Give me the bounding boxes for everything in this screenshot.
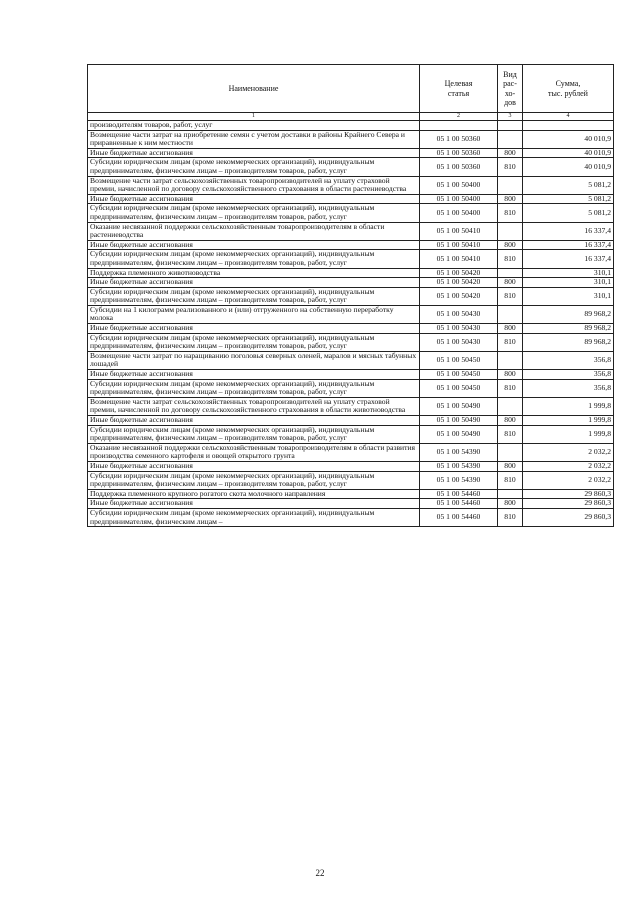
row-target: 05 1 00 50450	[420, 351, 498, 369]
row-sum: 356,8	[523, 370, 614, 380]
row-name: Субсидии юридическим лицам (кроме некоммерческих организаций), индивидуальным предпринимателям, физическим лицам – производителям товаров, работ, услуг	[88, 204, 420, 222]
row-sum: 2 032,2	[523, 461, 614, 471]
row-name: Иные бюджетные ассигнования	[88, 278, 420, 288]
row-sum: 356,8	[523, 379, 614, 397]
row-name: Оказание несвязанной поддержки сельскохозяйственным товаропроизводителям в области развития производства семенного картофеля и овощей открытого грунта	[88, 443, 420, 461]
row-type: 800	[498, 416, 523, 426]
row-sum: 29 860,3	[523, 489, 614, 499]
row-type: 800	[498, 370, 523, 380]
row-target: 05 1 00 50360	[420, 148, 498, 158]
table-row	[88, 471, 614, 489]
row-target	[420, 121, 498, 131]
row-target: 05 1 00 50430	[420, 324, 498, 334]
row-name: Поддержка племенного животноводства	[88, 268, 420, 278]
row-target: 05 1 00 50420	[420, 268, 498, 278]
table-row	[88, 370, 614, 380]
table-row	[88, 305, 614, 323]
table-body	[88, 121, 614, 527]
row-name: Иные бюджетные ассигнования	[88, 324, 420, 334]
row-type	[498, 305, 523, 323]
row-name: Иные бюджетные ассигнования	[88, 416, 420, 426]
table-row	[88, 240, 614, 250]
row-name: производителям товаров, работ, услуг	[88, 121, 420, 131]
table-row	[88, 425, 614, 443]
row-target: 05 1 00 50410	[420, 222, 498, 240]
header-type: Вид рас- хо- дов	[498, 65, 523, 113]
row-type: 800	[498, 499, 523, 509]
row-sum: 5 081,2	[523, 176, 614, 194]
column-number-row	[88, 113, 614, 121]
row-type: 810	[498, 333, 523, 351]
row-target: 05 1 00 50410	[420, 240, 498, 250]
row-sum	[523, 121, 614, 131]
table-row	[88, 397, 614, 415]
row-target: 05 1 00 50420	[420, 278, 498, 288]
row-sum: 89 968,2	[523, 333, 614, 351]
table-row	[88, 121, 614, 131]
row-type	[498, 176, 523, 194]
row-type	[498, 351, 523, 369]
row-target: 05 1 00 50400	[420, 176, 498, 194]
row-name: Возмещение части затрат на приобретение семян с учетом доставки в районы Крайнего Севера и приравненные к ним местности	[88, 130, 420, 148]
row-name: Иные бюджетные ассигнования	[88, 370, 420, 380]
row-sum: 16 337,4	[523, 240, 614, 250]
row-target: 05 1 00 50450	[420, 370, 498, 380]
row-target: 05 1 00 54460	[420, 508, 498, 526]
row-sum: 2 032,2	[523, 443, 614, 461]
row-target: 05 1 00 54390	[420, 471, 498, 489]
row-type: 810	[498, 204, 523, 222]
header-sum: Сумма, тыс. рублей	[523, 65, 614, 113]
row-name: Субсидии на 1 килограмм реализованного и (или) отгруженного на собственную переработку молока	[88, 305, 420, 323]
header-name: Наименование	[88, 65, 420, 113]
row-type: 800	[498, 461, 523, 471]
row-type	[498, 489, 523, 499]
row-name: Возмещение части затрат по наращиванию поголовья северных оленей, маралов и мясных табунных лошадей	[88, 351, 420, 369]
row-type	[498, 121, 523, 131]
table-row	[88, 130, 614, 148]
row-sum: 1 999,8	[523, 416, 614, 426]
row-target: 05 1 00 50430	[420, 305, 498, 323]
table-row	[88, 158, 614, 176]
row-name: Субсидии юридическим лицам (кроме некоммерческих организаций), индивидуальным предпринимателям, физическим лицам – производителям товаров, работ, услуг	[88, 158, 420, 176]
row-target: 05 1 00 50450	[420, 379, 498, 397]
row-type	[498, 443, 523, 461]
row-target: 05 1 00 50430	[420, 333, 498, 351]
row-target: 05 1 00 54390	[420, 443, 498, 461]
table-row	[88, 194, 614, 204]
row-type: 810	[498, 158, 523, 176]
row-sum: 89 968,2	[523, 324, 614, 334]
table-row	[88, 416, 614, 426]
row-type: 800	[498, 278, 523, 288]
row-name: Иные бюджетные ассигнования	[88, 240, 420, 250]
row-type	[498, 222, 523, 240]
budget-table	[87, 64, 614, 527]
column-number: 1	[88, 113, 420, 121]
row-target: 05 1 00 50490	[420, 425, 498, 443]
row-type: 800	[498, 148, 523, 158]
table-row	[88, 351, 614, 369]
row-name: Иные бюджетные ассигнования	[88, 461, 420, 471]
row-name: Оказание несвязанной поддержки сельскохозяйственным товаропроизводителям в области растениеводства	[88, 222, 420, 240]
row-sum: 89 968,2	[523, 305, 614, 323]
row-type: 810	[498, 471, 523, 489]
row-type: 800	[498, 194, 523, 204]
row-name: Возмещение части затрат сельскохозяйственных товаропроизводителей на уплату страховой премии, начисленной по договору сельскохозяйственного страхования в области животноводства	[88, 397, 420, 415]
row-type: 800	[498, 240, 523, 250]
row-target: 05 1 00 54390	[420, 461, 498, 471]
table-row	[88, 443, 614, 461]
table-row	[88, 379, 614, 397]
row-name: Субсидии юридическим лицам (кроме некоммерческих организаций), индивидуальным предпринимателям, физическим лицам –	[88, 508, 420, 526]
row-sum: 16 337,4	[523, 222, 614, 240]
row-name: Субсидии юридическим лицам (кроме некоммерческих организаций), индивидуальным предпринимателям, физическим лицам – производителям товаров, работ, услуг	[88, 379, 420, 397]
row-name: Поддержка племенного крупного рогатого скота молочного направления	[88, 489, 420, 499]
row-sum: 5 081,2	[523, 204, 614, 222]
row-name: Субсидии юридическим лицам (кроме некоммерческих организаций), индивидуальным предпринимателям, физическим лицам – производителям товаров, работ, услуг	[88, 333, 420, 351]
column-number: 4	[523, 113, 614, 121]
row-sum: 356,8	[523, 351, 614, 369]
row-name: Субсидии юридическим лицам (кроме некоммерческих организаций), индивидуальным предпринимателям, физическим лицам – производителям товаров, работ, услуг	[88, 425, 420, 443]
table-row	[88, 204, 614, 222]
row-type	[498, 130, 523, 148]
row-sum: 40 010,9	[523, 148, 614, 158]
table-row	[88, 324, 614, 334]
row-sum: 2 032,2	[523, 471, 614, 489]
table-row	[88, 222, 614, 240]
row-target: 05 1 00 54460	[420, 499, 498, 509]
row-sum: 1 999,8	[523, 425, 614, 443]
table-row	[88, 489, 614, 499]
row-type: 800	[498, 324, 523, 334]
table-row	[88, 508, 614, 526]
page-number: 22	[315, 868, 325, 878]
row-sum: 5 081,2	[523, 194, 614, 204]
table-row	[88, 148, 614, 158]
row-type	[498, 397, 523, 415]
row-target: 05 1 00 50360	[420, 130, 498, 148]
table-row	[88, 333, 614, 351]
table-row	[88, 287, 614, 305]
row-type	[498, 268, 523, 278]
row-type: 810	[498, 250, 523, 268]
table-row	[88, 268, 614, 278]
row-target: 05 1 00 50420	[420, 287, 498, 305]
row-name: Субсидии юридическим лицам (кроме некоммерческих организаций), индивидуальным предпринимателям, физическим лицам – производителям товаров, работ, услуг	[88, 287, 420, 305]
row-target: 05 1 00 50410	[420, 250, 498, 268]
row-sum: 310,1	[523, 278, 614, 288]
row-target: 05 1 00 54460	[420, 489, 498, 499]
row-type: 810	[498, 508, 523, 526]
row-name: Субсидии юридическим лицам (кроме некоммерческих организаций), индивидуальным предпринимателям, физическим лицам – производителям товаров, работ, услуг	[88, 471, 420, 489]
row-type: 810	[498, 425, 523, 443]
row-name: Иные бюджетные ассигнования	[88, 148, 420, 158]
table-row	[88, 499, 614, 509]
row-name: Возмещение части затрат сельскохозяйственных товаропроизводителей на уплату страховой премии, начисленной по договору сельскохозяйственного страхования в области растениеводства	[88, 176, 420, 194]
row-target: 05 1 00 50400	[420, 194, 498, 204]
row-sum: 310,1	[523, 268, 614, 278]
row-sum: 1 999,8	[523, 397, 614, 415]
row-name: Иные бюджетные ассигнования	[88, 499, 420, 509]
table-row	[88, 176, 614, 194]
table-row	[88, 461, 614, 471]
column-number: 3	[498, 113, 523, 121]
row-name: Субсидии юридическим лицам (кроме некоммерческих организаций), индивидуальным предпринимателям, физическим лицам – производителям товаров, работ, услуг	[88, 250, 420, 268]
row-sum: 16 337,4	[523, 250, 614, 268]
row-sum: 310,1	[523, 287, 614, 305]
column-number: 2	[420, 113, 498, 121]
table-row	[88, 278, 614, 288]
row-target: 05 1 00 50490	[420, 397, 498, 415]
row-sum: 40 010,9	[523, 130, 614, 148]
row-type: 810	[498, 379, 523, 397]
row-type: 810	[498, 287, 523, 305]
row-sum: 29 860,3	[523, 508, 614, 526]
header-target: Целевая статья	[420, 65, 498, 113]
row-sum: 40 010,9	[523, 158, 614, 176]
header-row	[88, 65, 614, 113]
row-sum: 29 860,3	[523, 499, 614, 509]
row-target: 05 1 00 50360	[420, 158, 498, 176]
table-row	[88, 250, 614, 268]
row-name: Иные бюджетные ассигнования	[88, 194, 420, 204]
row-target: 05 1 00 50490	[420, 416, 498, 426]
row-target: 05 1 00 50400	[420, 204, 498, 222]
